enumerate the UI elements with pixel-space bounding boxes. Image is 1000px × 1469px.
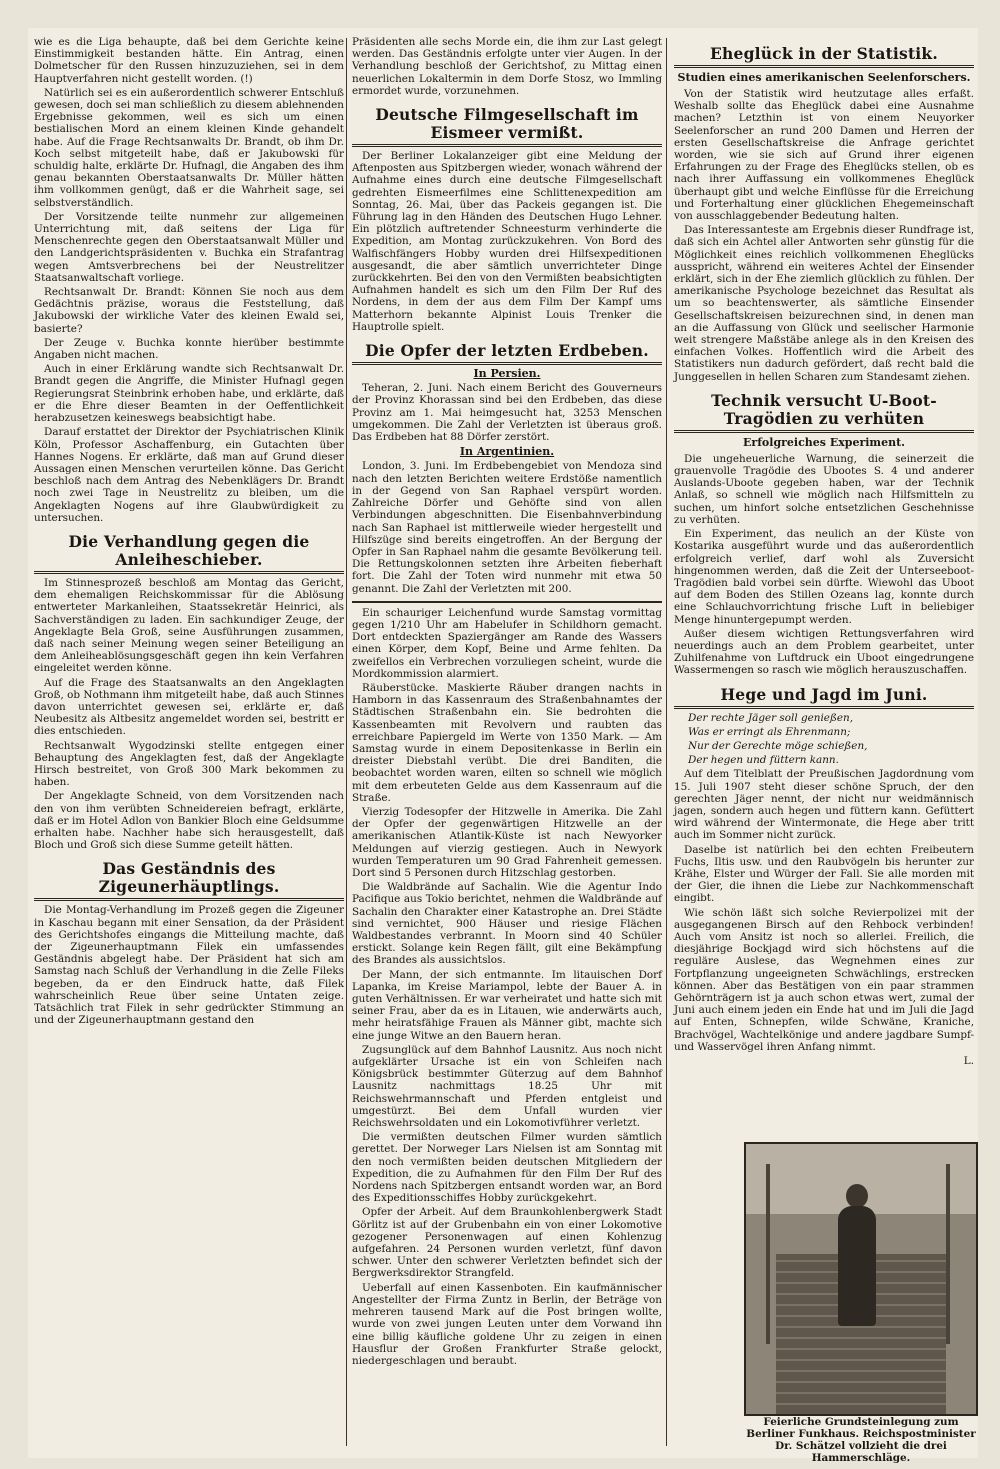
article-paragraph: Im Stinnesprozeß beschloß am Montag das Gericht, dem ehemaligen Reichskommissar für die Ablösung entwerteter Markanleihen, Staatssekretär Heinrici, als Sachverständigen zu laden. Ein sachkundiger Zeuge, der Angeklagte Bela Groß, seine Ausführungen zusammen, daß nach seiner Meinung wegen seiner Beteiligung an dem Anleiheablösungsgeschäft gegen ihn kein Verfahren eingeleitet werden könne. <box>34 576 344 675</box>
news-item: Ueberfall auf einen Kassenboten. Ein kaufmännischer Angestellter der Firma Zuntz in Berlin, der Beträge von mehreren tausend Mark auf die Post bringen wollte, wurde von zwei jungen Leuten unter dem Vorwand ihn eine billig käufliche goldene Uhr zu zeigen in einen Hausflur der Großen Frankfurter Straße gelockt, niedergeschlagen und beraubt. <box>352 1281 662 1367</box>
column-middle <box>352 36 662 1448</box>
headline-eheglueck: Eheglück in der Statistik. <box>674 45 974 68</box>
news-item: Vierzig Todesopfer der Hitzwelle in Amerika. Die Zahl der Opfer der gegenwärtigen Hitzwelle an der amerikanischen Atlantik-Küste ist nach Newyorker Meldungen auf vierzig gestiegen. Auch in Newyork wurden Temperaturen um 90 Grad Fahrenheit gemessen. Dort sind 5 Personen durch Hitzschlag gestorben. <box>352 805 662 879</box>
headline-zigeunerhaeuptling: Das Geständnis des Zigeunerhäuptlings. <box>34 860 344 901</box>
headline-filmgesellschaft: Deutsche Filmgesellschaft im Eismeer vermißt. <box>352 106 662 147</box>
article-paragraph: Der Angeklagte Schneid, von dem Vorsitzenden nach den von ihm verübten Schneidereien befragt, erklärte, daß er im Hotel Adlon von Bankier Bloch eine Geldsumme erhalten habe. Nachher habe sich herausgestellt, daß Bloch und Groß sich diese Summe geteilt hätten. <box>34 790 344 852</box>
article-paragraph: Rechtsanwalt Wygodzinski stellte entgegen einer Behauptung des Angeklagten fest, daß der Angeklagte Hirsch bestreitet, von Groß 300 Mark bekommen zu haben. <box>34 739 344 789</box>
article-paragraph: Wie schön läßt sich solche Revierpolizei mit der ausgegangenen Birsch auf den Rehbock verbinden! Auch vom Ansitz ist noch so allerlei. Freilich, die diesjährige Bockjagd wird sich höchstens auf die reguläre Auslese, das Wegnehmen eines zur Fortpflanzung ungeeigneten Schwächlings, erstrecken können. Aber das Bestätigen von ein paar strammen Gehörnträgern ist ja auch schon etwas wert, zumal der Juni auch einem jeden ein Ende hat und im Juli die Jagd auf Enten, Schnepfen, wilde Schwäne, Kraniche, Brachvögel, Wachtelkönige und andere jagdbare Sumpf- und Wasservögel ihren Anfang nimmt. <box>674 906 974 1053</box>
subheading-argentinien: In Argentinien. <box>459 445 555 459</box>
article-paragraph: Die Montag-Verhandlung im Prozeß gegen die Zigeuner in Kaschau begann mit einer Sensation, da der Präsident des Gerichtshofes eingangs die Mitteilung machte, daß der Zigeunerhauptmann Filek ein umfassendes Geständnis abgelegt habe. Der Präsident hat sich am Samstag nach Schluß der Verhandlung in die Zelle Fileks begeben, da er den Eindruck hatte, daß Filek wahrscheinlich Reue über seine Untaten zeige. Tatsächlich trat Filek in sehr gedrückter Stimmung an und der Zigeunerhauptmann gestand den <box>34 904 344 1027</box>
news-item: Opfer der Arbeit. Auf dem Braunkohlenbergwerk Stadt Görlitz ist auf der Grubenbahn ein von einer Lokomotive gezogener Personenwagen auf einen Kohlenzug aufgefahren. 24 Personen wurden verletzt, fünf davon schwer. Unter den schwerer Verletzten befindet sich der Bergwerksdirektor Strangfeld. <box>352 1206 662 1280</box>
article-paragraph: Auch in einer Erklärung wandte sich Rechtsanwalt Dr. Brandt gegen die Angriffe, die Minister Hufnagl gegen Regierungsrat Steinbrink erhoben habe, und erklärte, daß er die Ehre dieser Beamten in der Oeffentlichkeit herabzusetzen keineswegs beabsichtigt habe. <box>34 363 344 425</box>
article-paragraph: Von der Statistik wird heutzutage alles erfaßt. Weshalb sollte das Eheglück dabei eine Ausnahme machen? Letzthin ist von einem Neuyorker Seelenforscher an rund 200 Damen und Herren der ersten Gesellschaftskreise die Anfrage gerichtet worden, wie sie sich auf Grund ihrer eigenen Erfahrungen zu der Frage des Eheglücks stellen, ob es nach ihrer Auffassung ein vollkommenes Eheglück überhaupt gibt und welche Einflüsse für die Erreichung und Forterhaltung einer glücklichen Ehegemeinschaft von ausschlaggebender Bedeutung halten. <box>674 88 974 223</box>
article-paragraph: Die ungeheuerliche Warnung, die seinerzeit die grauenvolle Tragödie des Ubootes S. 4 und anderer Auslands-Uboote gegeben haben, war der Technik Anlaß, so schnell wie möglich nach Hilfsmitteln zu suchen, um hinfort solche entsetzlichen Geschehnisse zu verhüten. <box>674 452 974 526</box>
article-paragraph: Ein Experiment, das neulich an der Küste von Kostarika ausgeführt wurde und das außerordentlich erfolgreich verlief, darf wohl als Zuversicht hingenommen werden, daß die Zeit der Unterseeboot-Tragödien bald vorbei sein dürfte. Wiewohl das Uboot auf dem Boden des Stillen Ozeans lag, konnte durch eine Schlauchvorrichtung frische Luft in beliebiger Menge hinuntergepumpt werden. <box>674 528 974 626</box>
verse-line: Der rechte Jäger soll genießen, <box>688 711 854 724</box>
article-paragraph: Teheran, 2. Juni. Nach einem Bericht des Gouverneurs der Provinz Khorassan sind bei den Erdbeben, das diese Provinz am 1. Mai heimgesucht hat, 3253 Menschen umgekommen. Die Zahl der Verletzten ist überaus groß. Das Erdbeben hat 88 Dörfer zerstört. <box>352 382 662 444</box>
column-rule <box>666 38 667 1446</box>
article-paragraph: Darauf erstattet der Direktor der Psychiatrischen Klinik Köln, Professor Aschaffenburg, ein Gutachten über Hannes Nogens. Er erklärte, daß man auf Grund dieser Aussagen einen Menschen verurteilen könne. Das Gericht beschloß nach dem Antrag des Nebenklägers Dr. Brandt noch zwei Tage in Neustrelitz zu bleiben, um die Angeklagten Nogens auf ihre Glaubwürdigkeit zu untersuchen. <box>34 426 344 524</box>
column-left <box>34 36 344 1448</box>
article-paragraph: Das Interessanteste am Ergebnis dieser Rundfrage ist, daß sich ein Achtel aller Antworten sehr günstig für die Möglichkeit eines reichlich vollkommenen Eheglücks ausspricht, während ein weiteres Achtel der Einsender erklärt, sich in der Ehe ziemlich glücklich zu fühlen. Der amerikanische Psychologe bezeichnet das Resultat als um so beachtenswerter, als sämtliche Einsender Gesellschaftskreisen beizurechnen sind, in denen man an die Auffassung von Glück und seelischer Harmonie weit strengere Maßstäbe anlege als in den Kreisen des einfachen Volkes. Hoffentlich wird die Arbeit des Statistikers nun dadurch gefördert, daß recht bald die Junggesellen in hellen Scharen zum Standesamt ziehen. <box>674 224 974 383</box>
headline-anleiheschieber: Die Verhandlung gegen die Anleiheschieber. <box>34 533 344 574</box>
article-paragraph: wie es die Liga behaupte, daß bei dem Gerichte keine Einstimmigkeit bestanden hätte. Ein Antrag, einen Dolmetscher für den Russen hinzuzuziehen, sei in dem Hauptverfahren nicht gestellt worden. (!) <box>34 36 344 85</box>
photo-flagpole <box>766 1164 770 1344</box>
article-paragraph: Auf dem Titelblatt der Preußischen Jagdordnung vom 15. Juli 1907 steht dieser schöne Spruch, der den gerechten Jäger nennt, der nicht nur weidmännisch jagen, sondern auch hegen und füttern kann. Gefüttert wird während der Wintermonate, die Hege aber tritt auch im Sommer nicht zurück. <box>674 768 974 842</box>
verse-line: Was er erringt als Ehrenmann; <box>688 725 851 738</box>
subheading-persien: In Persien. <box>473 367 541 381</box>
photo-person-head <box>846 1184 868 1208</box>
article-paragraph: Der Zeuge v. Buchka konnte hierüber bestimmte Angaben nicht machen. <box>34 336 344 362</box>
column-rule <box>346 38 347 1446</box>
news-photo <box>744 1142 978 1416</box>
article-paragraph: Daselbe ist natürlich bei den echten Freibeutern Fuchs, Iltis usw. und den Raubvögeln bis herunter zur Krähe, Elster und Würger der Fall. Sie alle morden mit der Gier, die ihnen die Liebe zur Nachkommenschaft eingibt. <box>674 843 974 905</box>
article-paragraph: Natürlich sei es ein außerordentlich schwerer Entschluß gewesen, doch sei man schließlich zu diesem ablehnenden Ergebnisse gekommen, weil es sich um einen bestialischen Mord an einem kleinen Kinde gehandelt habe. Auf die Frage Rechtsanwalts Dr. Brandt, ob ihm Dr. Koch selbst mitgeteilt habe, daß er Jakubowski für schuldig halte, erklärte Dr. Hufnagl, die Angaben des ihm genau bekannten Oberstaatsanwalts Dr. Müller hätten ihm vollkommen genügt, daß er die Wahrheit sage, sei selbstverständlich. <box>34 86 344 209</box>
verse-line: Der hegen und füttern kann. <box>688 754 839 767</box>
article-paragraph: Präsidenten alle sechs Morde ein, die ihm zur Last gelegt werden. Das Geständnis erfolgte unter vier Augen. In der Verhandlung beschloß der Gerichtshof, zu Mittag einen neuerlichen Lokaltermin in dem Dorfe Stosz, wo Immling ermordet wurde, vorzunehmen. <box>352 36 662 97</box>
column-right <box>674 36 976 1464</box>
news-item: Räuberstücke. Maskierte Räuber drangen nachts in Hamborn in das Kassenraum des Straßenbahnamtes der Städtischen Straßenbahn ein. Sie bedrohten die Kassenbeamten mit Revolvern und raubten das erreichbare Papiergeld im Werte von 1350 Mark. — Am Samstag wurde in einem Depositenkasse in Berlin ein dreister Diebstahl verübt. Die drei Banditen, die beobachtet worden waren, eilten so schnell wie möglich mit dem erbeuteten Gelde aus dem Kassenraum auf die Straße. <box>352 681 662 804</box>
subheading-eheglueck: Studien eines amerikanischen Seelenforschers. <box>677 71 971 84</box>
newspaper-page <box>28 28 978 1464</box>
article-paragraph: Der Vorsitzende teilte nunmehr zur allgemeinen Unterrichtung mit, daß seitens der Liga für Menschenrechte gegen den Oberstaatsanwalt Müller und den Landgerichtspräsidenten v. Buchka ein Strafantrag wegen Amtsverbrechens bei der Neustrelitzer Staatsanwaltschaft vorliege. <box>34 210 344 284</box>
news-item: Zugsunglück auf dem Bahnhof Lausnitz. Aus noch nicht aufgeklärter Ursache ist ein von Schleifen nach Königsbrück bestimmter Güterzug auf dem Bahnhof Lausnitz nachmittags 18.25 Uhr mit Reichswehrmannschaft und Pferden entgleist und umgestürzt. Bei dem Unfall wurden vier Reichswehrsoldaten und ein Lokomotivführer verletzt. <box>352 1043 662 1130</box>
photo-caption: Feierliche Grundsteinlegung zum Berliner Funkhaus. Reichspostminister Dr. Schätzel vollzieht die drei Hammerschläge. <box>746 1416 976 1464</box>
article-paragraph: Rechtsanwalt Dr. Brandt: Können Sie noch aus dem Gedächtnis präzise, woraus die Feststellung, daß Jakubowski der wirkliche Vater des kleinen Ewald sei, basierte? <box>34 286 344 335</box>
photo-flagpole <box>946 1164 950 1344</box>
news-item: Die vermißten deutschen Filmer wurden sämtlich gerettet. Der Norweger Lars Nielsen ist am Sonntag mit den noch vermißten beiden deutschen Mitgliedern der Expedition, die zu Aufnahmen für den Film Der Ruf des Nordens nach Spitzbergen entsandt worden war, an Bord des Expeditionsschiffes Hobby zurückgekehrt. <box>352 1131 662 1205</box>
news-item: Der Mann, der sich entmannte. Im litauischen Dorf Lapanka, im Kreise Mariampol, lebte der Bauer A. in guten Verhältnissen. Er war verheiratet und hatte sich mit seiner Frau, aber da es in Litauen, wie anderwärts auch, mehr heiratsfähige Frauen als Männer gibt, machte sich eine junge Witwe an den Bauern heran. <box>352 968 662 1042</box>
article-paragraph: Der Berliner Lokalanzeiger gibt eine Meldung der Aftenposten aus Spitzbergen wieder, wonach während der Aufnahme eines durch eine deutsche Filmgesellschaft gedrehten Eismeerfilmes eine Schlittenexpedition am Sonntag, 26. Mai, über das Packeis gegangen ist. Die Führung lag in den Händen des Deutschen Hugo Lehner. Ein plötzlich auftretender Schneesturm verhinderte die Expedition, am Montag zurückzukehren. Von Bord des Walfischfängers Hobby wurden drei Hilfsexpeditionen ausgesandt, die aber sämtlich unverrichteter Dinge zurückkehrten. Bei den von den Vermißten beabsichtigten Aufnahmen handelt es sich um den Film Der Ruf des Nordens, in dem der aus dem Film Der Kampf ums Matterhorn bekannte Alpinist Louis Trenker die Hauptrolle spielt. <box>352 150 662 333</box>
news-item: Die Waldbrände auf Sachalin. Wie die Agentur Indo Pacifique aus Tokio berichtet, nehmen die Waldbrände auf Sachalin den Charakter einer Katastrophe an. Drei Städte sind vernichtet, 900 Häuser und riesige Flächen Waldbestandes verbrannt. In Moorn sind 40 Schüler erstickt. Solange kein Regen fällt, gilt eine Bekämpfung des Brandes als aussichtslos. <box>352 881 662 967</box>
headline-erdbeben: Die Opfer der letzten Erdbeben. <box>352 342 662 365</box>
article-paragraph: Auf die Frage des Staatsanwalts an den Angeklagten Groß, ob Nothmann ihm mitgeteilt habe, daß auch Stinnes davon unterrichtet gewesen sei, erklärte er, daß Neubesitz als Altbesitz angemeldet worden sei, bestritt er dies entschieden. <box>34 676 344 738</box>
verse-line: Nur der Gerechte möge schießen, <box>688 739 868 752</box>
article-paragraph: London, 3. Juni. Im Erdbebengebiet von Mendoza sind nach den letzten Berichten weitere Erdstöße namentlich in der Gegend von San Raphael verspürt worden. Zahlreiche Dörfer und Gehöfte sind von allen Verbindungen abgeschnitten. Die Eisenbahnverbindung nach San Raphael ist mittlerweile wieder hergestellt und Hilfszüge sind bereits eingetroffen. An der Bergung der Opfer in San Raphael nahm die gesamte Bevölkerung teil. Die Rettungskolonnen setzten ihre Arbeiten fieberhaft fort. Die Zahl der Toten wird nunmehr mit etwa 50 genannt. Die Zahl der Verletzten mit 200. <box>352 460 662 595</box>
photo-person <box>838 1206 876 1326</box>
news-item: Ein schauriger Leichenfund wurde Samstag vormittag gegen 1/210 Uhr am Habelufer in Schildhorn gemacht. Dort entdeckten Spaziergänger am Rande des Wassers einen Körper, dem Kopf, Beine und Arme fehlten. Da zweifellos ein Verbrechen vorzuliegen scheint, wurde die Mordkommission alarmiert. <box>352 606 662 680</box>
headline-hege-jagd: Hege und Jagd im Juni. <box>674 686 974 709</box>
subheading-uboot: Erfolgreiches Experiment. <box>743 435 905 449</box>
section-divider <box>352 601 662 603</box>
author-signature: L. <box>963 1055 974 1068</box>
headline-uboot: Technik versucht U-Boot-Tragödien zu verhüten <box>674 392 974 433</box>
article-paragraph: Außer diesem wichtigen Rettungsverfahren wird neuerdings auch an dem Problem gearbeitet, unter Zuhilfenahme von Luftdruck ein Uboot eingedrungene Wassermengen so rasch wie möglich herauszuschaffen. <box>674 627 974 677</box>
